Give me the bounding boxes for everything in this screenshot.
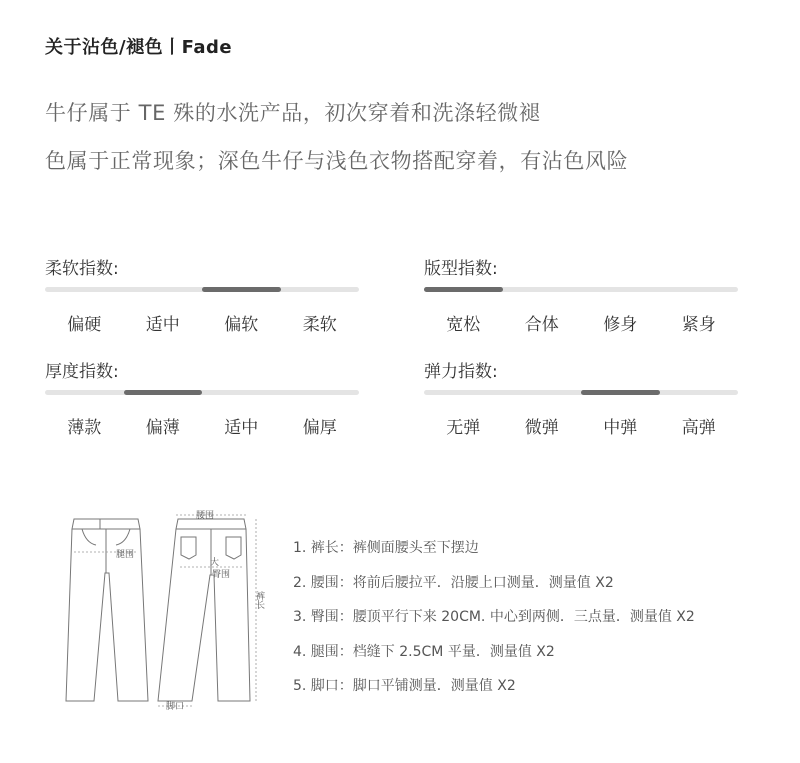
measurement-spec-list bbox=[293, 538, 695, 711]
diagram-label-hip: 臀围 bbox=[212, 570, 231, 580]
elasticity-scale bbox=[424, 360, 738, 438]
elasticity-option: 无弹 bbox=[446, 418, 481, 438]
fit-option: 紧身 bbox=[681, 315, 716, 335]
elasticity-option: 高弹 bbox=[681, 418, 716, 438]
diagram-label-hip-big: 大 bbox=[210, 558, 220, 568]
fit-option: 合体 bbox=[524, 315, 559, 335]
spec-thigh: 4. 腿围：档缝下 2.5CM 平量．测量值 X2 bbox=[293, 643, 555, 660]
elasticity-option: 微弹 bbox=[524, 418, 559, 438]
thickness-option: 偏厚 bbox=[302, 418, 337, 438]
fit-indicator bbox=[424, 287, 503, 292]
fit-track bbox=[424, 287, 738, 292]
softness-indicator bbox=[202, 287, 281, 292]
pants-measurement-diagram bbox=[60, 505, 280, 715]
elasticity-title: 弹力指数: bbox=[424, 362, 498, 382]
diagram-label-waist: 腰围 bbox=[196, 511, 215, 521]
diagram-label-thigh: 腿围 bbox=[116, 550, 135, 560]
spec-hip: 3. 臀围：腰顶平行下来 20CM. 中心到两侧．三点量．测量值 X2 bbox=[293, 609, 695, 625]
diagram-label-length: 裤长 bbox=[254, 591, 264, 609]
diagram-label-hem: 脚口 bbox=[166, 702, 185, 712]
softness-scale bbox=[45, 257, 359, 335]
softness-option: 柔软 bbox=[302, 315, 337, 335]
softness-track bbox=[45, 287, 359, 292]
elasticity-option: 中弹 bbox=[603, 418, 638, 438]
spec-length: 1. 裤长：裤侧面腰头至下摆边 bbox=[293, 540, 479, 556]
thickness-title: 厚度指数: bbox=[45, 362, 119, 382]
softness-option: 适中 bbox=[145, 315, 180, 335]
fit-option: 宽松 bbox=[446, 315, 481, 335]
description-line-2: 色属于正常现象；深色牛仔与浅色衣物搭配穿着，有沾色风险 bbox=[45, 149, 629, 173]
fit-option: 修身 bbox=[603, 315, 638, 335]
spec-waist: 2. 腰围：将前后腰拉平．沿腰上口测量．测量值 X2 bbox=[293, 574, 614, 591]
thickness-option: 适中 bbox=[224, 418, 259, 438]
fade-heading: 关于沾色/褪色丨Fade bbox=[45, 37, 233, 58]
fit-scale bbox=[424, 257, 738, 335]
fit-title: 版型指数: bbox=[424, 259, 498, 279]
softness-option: 偏软 bbox=[224, 315, 259, 335]
elasticity-track bbox=[424, 390, 738, 395]
thickness-indicator bbox=[124, 390, 203, 395]
elasticity-indicator bbox=[581, 390, 660, 395]
spec-hem: 5. 脚口：脚口平铺测量．测量值 X2 bbox=[293, 678, 516, 694]
softness-option: 偏硬 bbox=[67, 315, 102, 335]
thickness-scale bbox=[45, 360, 359, 438]
thickness-option: 薄款 bbox=[67, 418, 102, 438]
description-line-1: 牛仔属于 TE 殊的水洗产品，初次穿着和洗涤轻微褪 bbox=[45, 101, 541, 125]
softness-title: 柔软指数: bbox=[45, 259, 119, 279]
thickness-option: 偏薄 bbox=[145, 418, 180, 438]
thickness-track bbox=[45, 390, 359, 395]
